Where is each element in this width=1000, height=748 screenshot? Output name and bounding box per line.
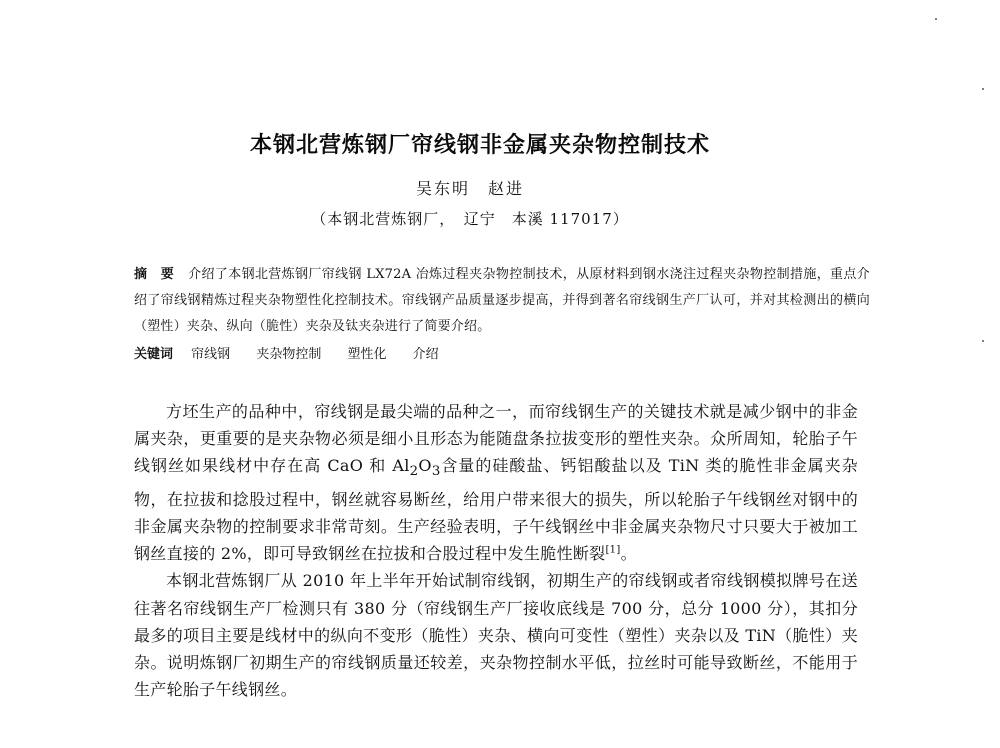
author-affiliation: （本钢北营炼钢厂， 辽宁 本溪 117017） (311, 210, 629, 228)
keywords-label: 关键词 (134, 347, 174, 362)
citation-ref: [1] (605, 544, 621, 556)
subscript: 2 (409, 464, 419, 480)
abstract (134, 262, 870, 340)
keyword: 帘线钢 (191, 347, 231, 362)
abstract-text: 介绍了本钢北营炼钢厂帘线钢 LX72A 冶炼过程夹杂物控制技术，从原材料到钢水浇注过程夹杂物控制措施，重点介绍了帘线钢精炼过程夹杂物塑性化控制技术。帘线钢产品质量逐步提高，并得到著名帘线钢生产厂认可，并对其检测出的横向（塑性）夹杂、纵向（脆性）夹杂及钛夹杂进行了简要介绍。 (134, 267, 870, 334)
paragraph-1-end: 。 (620, 544, 637, 564)
scan-speck (982, 88, 984, 90)
paper-title: 本钢北营炼钢厂帘线钢非金属夹杂物控制技术 (249, 133, 710, 158)
keywords (134, 346, 870, 364)
paragraph-1-part-c: 含量的硅酸盐、钙铝酸盐以及 TiN 类的脆性非金属夹杂物，在拉拔和捻股过程中，钢丝就容易断丝，给用户带来很大的损失，所以轮胎子午线钢丝对钢中的非金属夹杂物的控制要求非常苛刻。生产经验表明，子午线钢丝中非金属夹杂物尺寸只要大于被加工钢丝直接的 2%，即可导致钢丝在拉拔和合股过程中发生脆性断裂 (134, 456, 858, 564)
keyword: 夹杂物控制 (256, 347, 322, 362)
scan-speck (935, 18, 937, 20)
keyword: 介绍 (412, 347, 439, 362)
paragraph-1 (134, 398, 858, 567)
abstract-label: 摘 要 (134, 267, 175, 282)
keyword: 塑性化 (347, 347, 387, 362)
paragraph-2: 本钢北营炼钢厂从 2010 年上半年开始试制帘线钢，初期生产的帘线钢或者帘线钢模拟牌号在送往著名帘线钢生产厂检测只有 380 分（帘线钢生产厂接收底线是 700 分，总分 1000 分），其扣分最多的项目主要是线材中的纵向不变形（脆性）夹杂、横向可变性（塑性）夹杂以及 TiN（脆性）夹杂。说明炼钢厂初期生产的帘线钢质量还较差，夹杂物控制水平低，拉丝时可能导致断丝，不能用于生产轮胎子午线钢丝。 (134, 571, 858, 700)
paragraph-1-part-a: 方坯生产的品种中，帘线钢是最尖端的品种之一，而帘线钢生产的关键技术就是减少钢中的非金属夹杂，更重要的是夹杂物必须是细小且形态为能随盘条拉拔变形的塑性夹杂。众所周知，轮胎子午线钢丝如果线材中存在高 CaO 和 Al (134, 402, 858, 476)
paragraph-1-part-b: O (418, 456, 432, 476)
scan-speck (982, 340, 984, 342)
author-list: 吴东明 赵进 (415, 179, 524, 198)
subscript: 3 (431, 464, 441, 480)
body-text (134, 398, 858, 703)
